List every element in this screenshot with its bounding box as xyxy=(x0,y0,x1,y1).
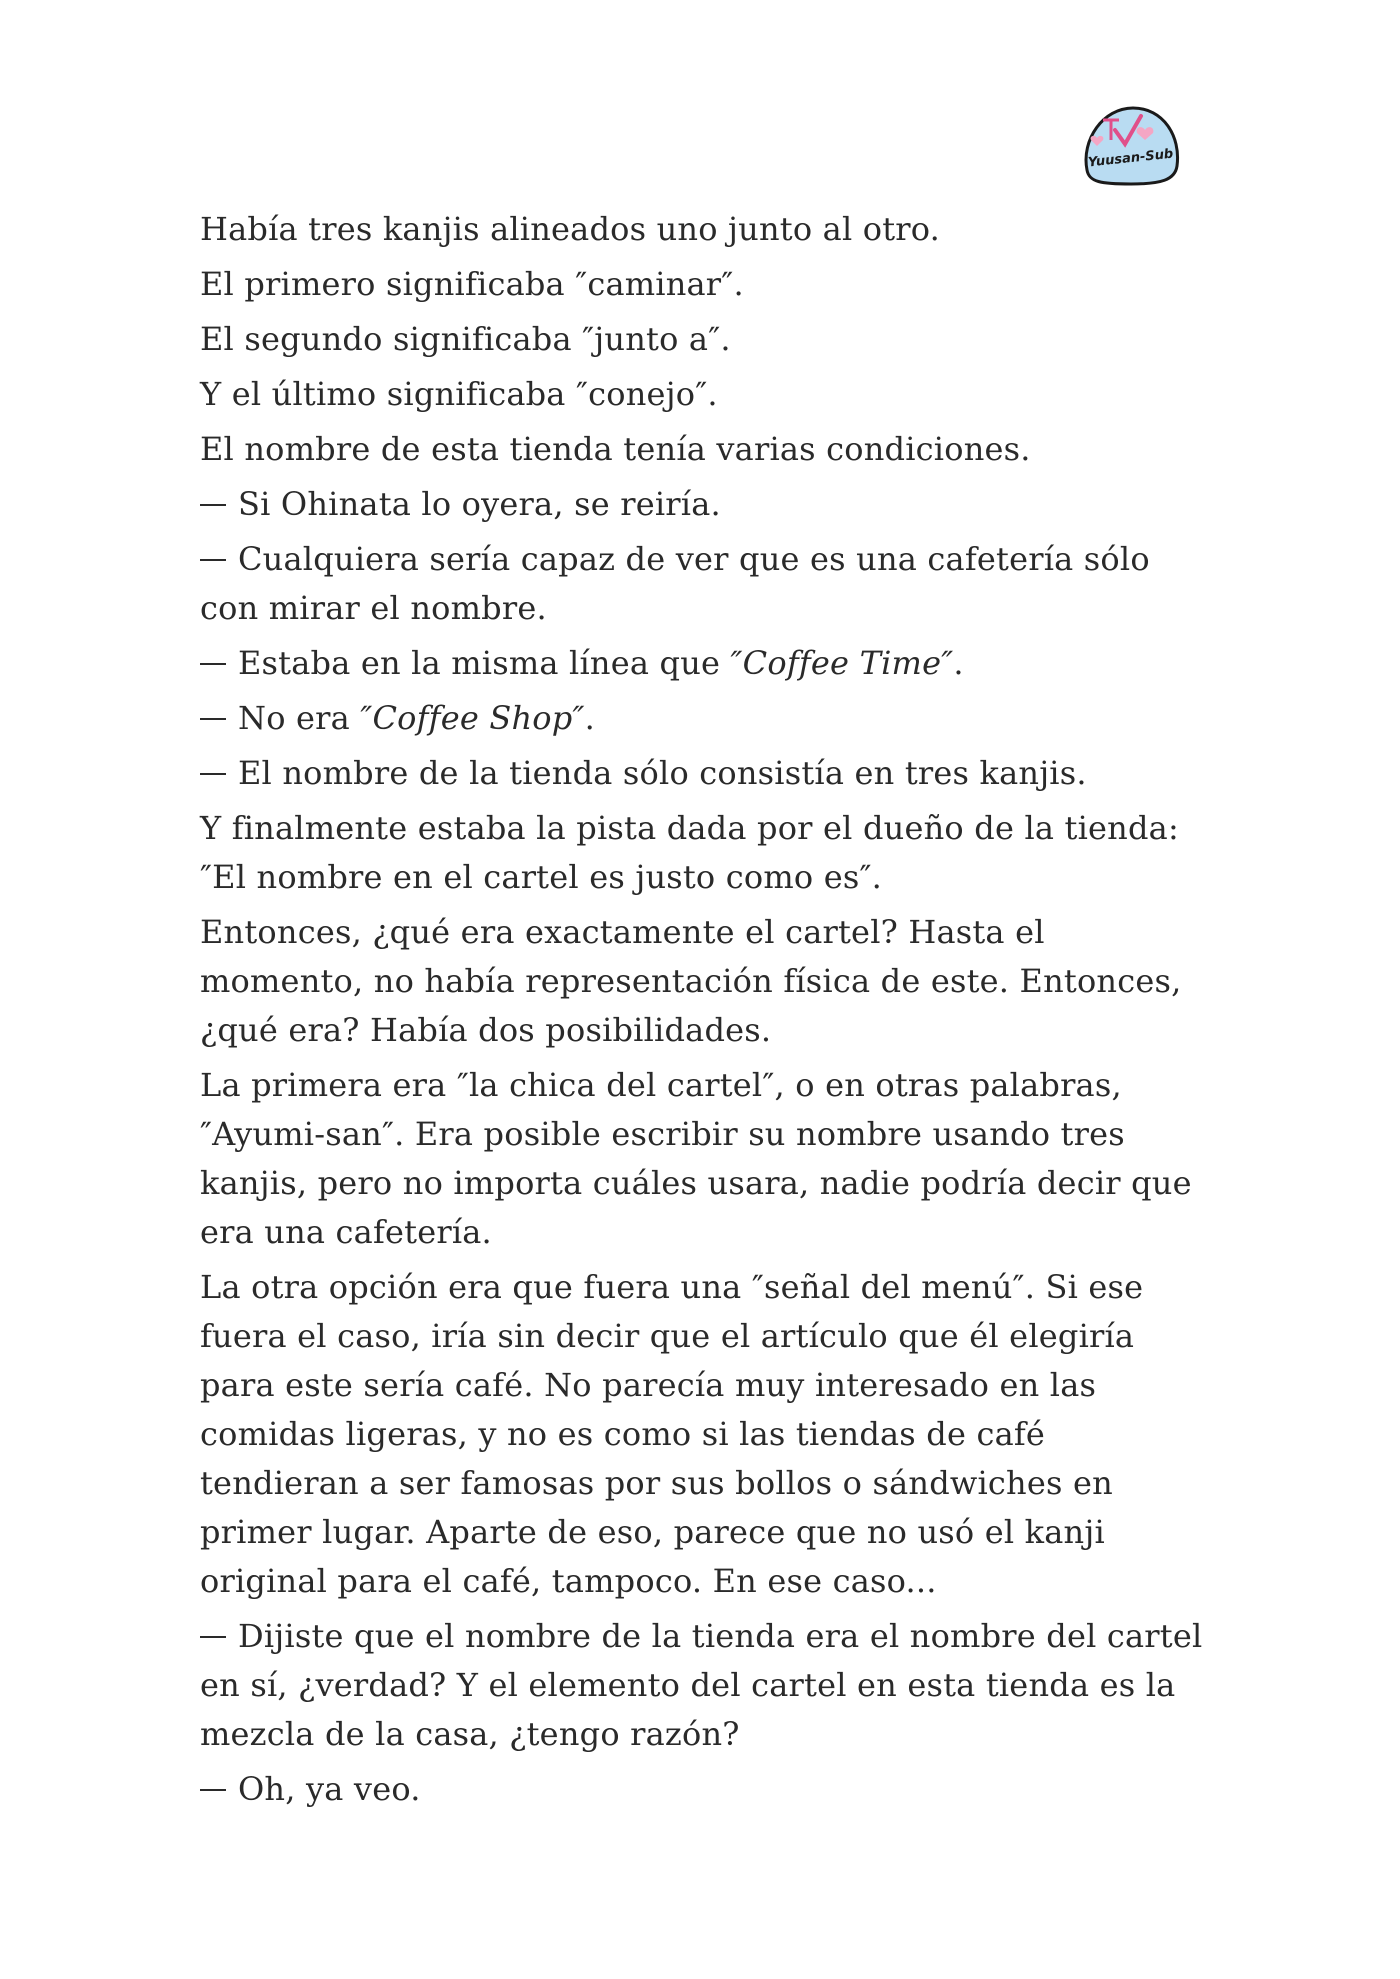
paragraph-text: El nombre de la tienda sólo consistía en tres kanjis. xyxy=(238,754,1087,792)
logo-text: Yuusan-Sub xyxy=(1087,146,1174,171)
paragraph-text: El primero significaba ″caminar″. xyxy=(200,265,744,303)
dialogue-line xyxy=(200,694,1210,743)
paragraph-text: Había tres kanjis alineados uno junto al otro. xyxy=(200,210,941,248)
paragraph-text: Y finalmente estaba la pista dada por el dueño de la tienda: ″El nombre en el cartel es justo como es″. xyxy=(200,809,1179,896)
narration-paragraph xyxy=(200,1061,1210,1257)
paragraph-text: Entonces, ¿qué era exactamente el cartel? Hasta el momento, no había representación física de este. Entonces, ¿qué era? Había dos posibilidades. xyxy=(200,913,1182,1049)
em-dash xyxy=(200,773,226,775)
dialogue-line xyxy=(200,639,1210,688)
narration-paragraph xyxy=(200,205,1210,254)
em-dash xyxy=(200,718,226,720)
body-text xyxy=(200,205,1210,1820)
paragraph-text: No era xyxy=(238,699,361,737)
narration-paragraph xyxy=(200,370,1210,419)
paragraph-text: Y el último significaba ″conejo″. xyxy=(200,375,718,413)
dialogue-line xyxy=(200,749,1210,798)
paragraph-text: La primera era ″la chica del cartel″, o en otras palabras, ″Ayumi-san″. Era posible escribir su nombre usando tres kanjis, pero no importa cuáles usara, nadie podría decir que era una cafetería. xyxy=(200,1066,1192,1251)
paragraph-text: La otra opción era que fuera una ″señal del menú″. Si ese fuera el caso, iría sin decir que el artículo que él elegiría para este sería café. No parecía muy interesado en las comidas ligeras, y no es como si las tiendas de café tendieran a ser famosas por sus bollos o sándwiches en primer lugar. Aparte de eso, parece que no usó el kanji original para el café, tampoco. En ese caso... xyxy=(200,1268,1144,1600)
em-dash xyxy=(200,504,226,506)
paragraph-text: Cualquiera sería capaz de ver que es una cafetería sólo con mirar el nombre. xyxy=(200,540,1150,627)
italic-text: ″Coffee Time″ xyxy=(730,644,954,682)
paragraph-text: El nombre de esta tienda tenía varias condiciones. xyxy=(200,430,1031,468)
paragraph-text: . xyxy=(584,699,595,737)
paragraph-text: . xyxy=(953,644,964,682)
paragraph-text: Dijiste que el nombre de la tienda era el nombre del cartel en sí, ¿verdad? Y el elemento del cartel en esta tienda es la mezcla de la casa, ¿tengo razón? xyxy=(200,1617,1203,1753)
narration-paragraph xyxy=(200,804,1210,902)
dialogue-line xyxy=(200,480,1210,529)
narration-paragraph xyxy=(200,1263,1210,1606)
italic-text: ″Coffee Shop″ xyxy=(360,699,585,737)
narration-paragraph xyxy=(200,425,1210,474)
paragraph-text: Oh, ya veo. xyxy=(238,1770,421,1808)
em-dash xyxy=(200,559,226,561)
em-dash xyxy=(200,1789,226,1791)
paragraph-text: Si Ohinata lo oyera, se reiría. xyxy=(238,485,721,523)
paragraph-text: Estaba en la misma línea que xyxy=(238,644,731,682)
yuusan-sub-logo xyxy=(1075,100,1187,190)
narration-paragraph xyxy=(200,908,1210,1055)
paragraph-text: El segundo significaba ″junto a″. xyxy=(200,320,731,358)
em-dash xyxy=(200,663,226,665)
em-dash xyxy=(200,1636,226,1638)
narration-paragraph xyxy=(200,260,1210,309)
dialogue-line xyxy=(200,1612,1210,1759)
narration-paragraph xyxy=(200,315,1210,364)
dialogue-line xyxy=(200,1765,1210,1814)
dialogue-line xyxy=(200,535,1210,633)
